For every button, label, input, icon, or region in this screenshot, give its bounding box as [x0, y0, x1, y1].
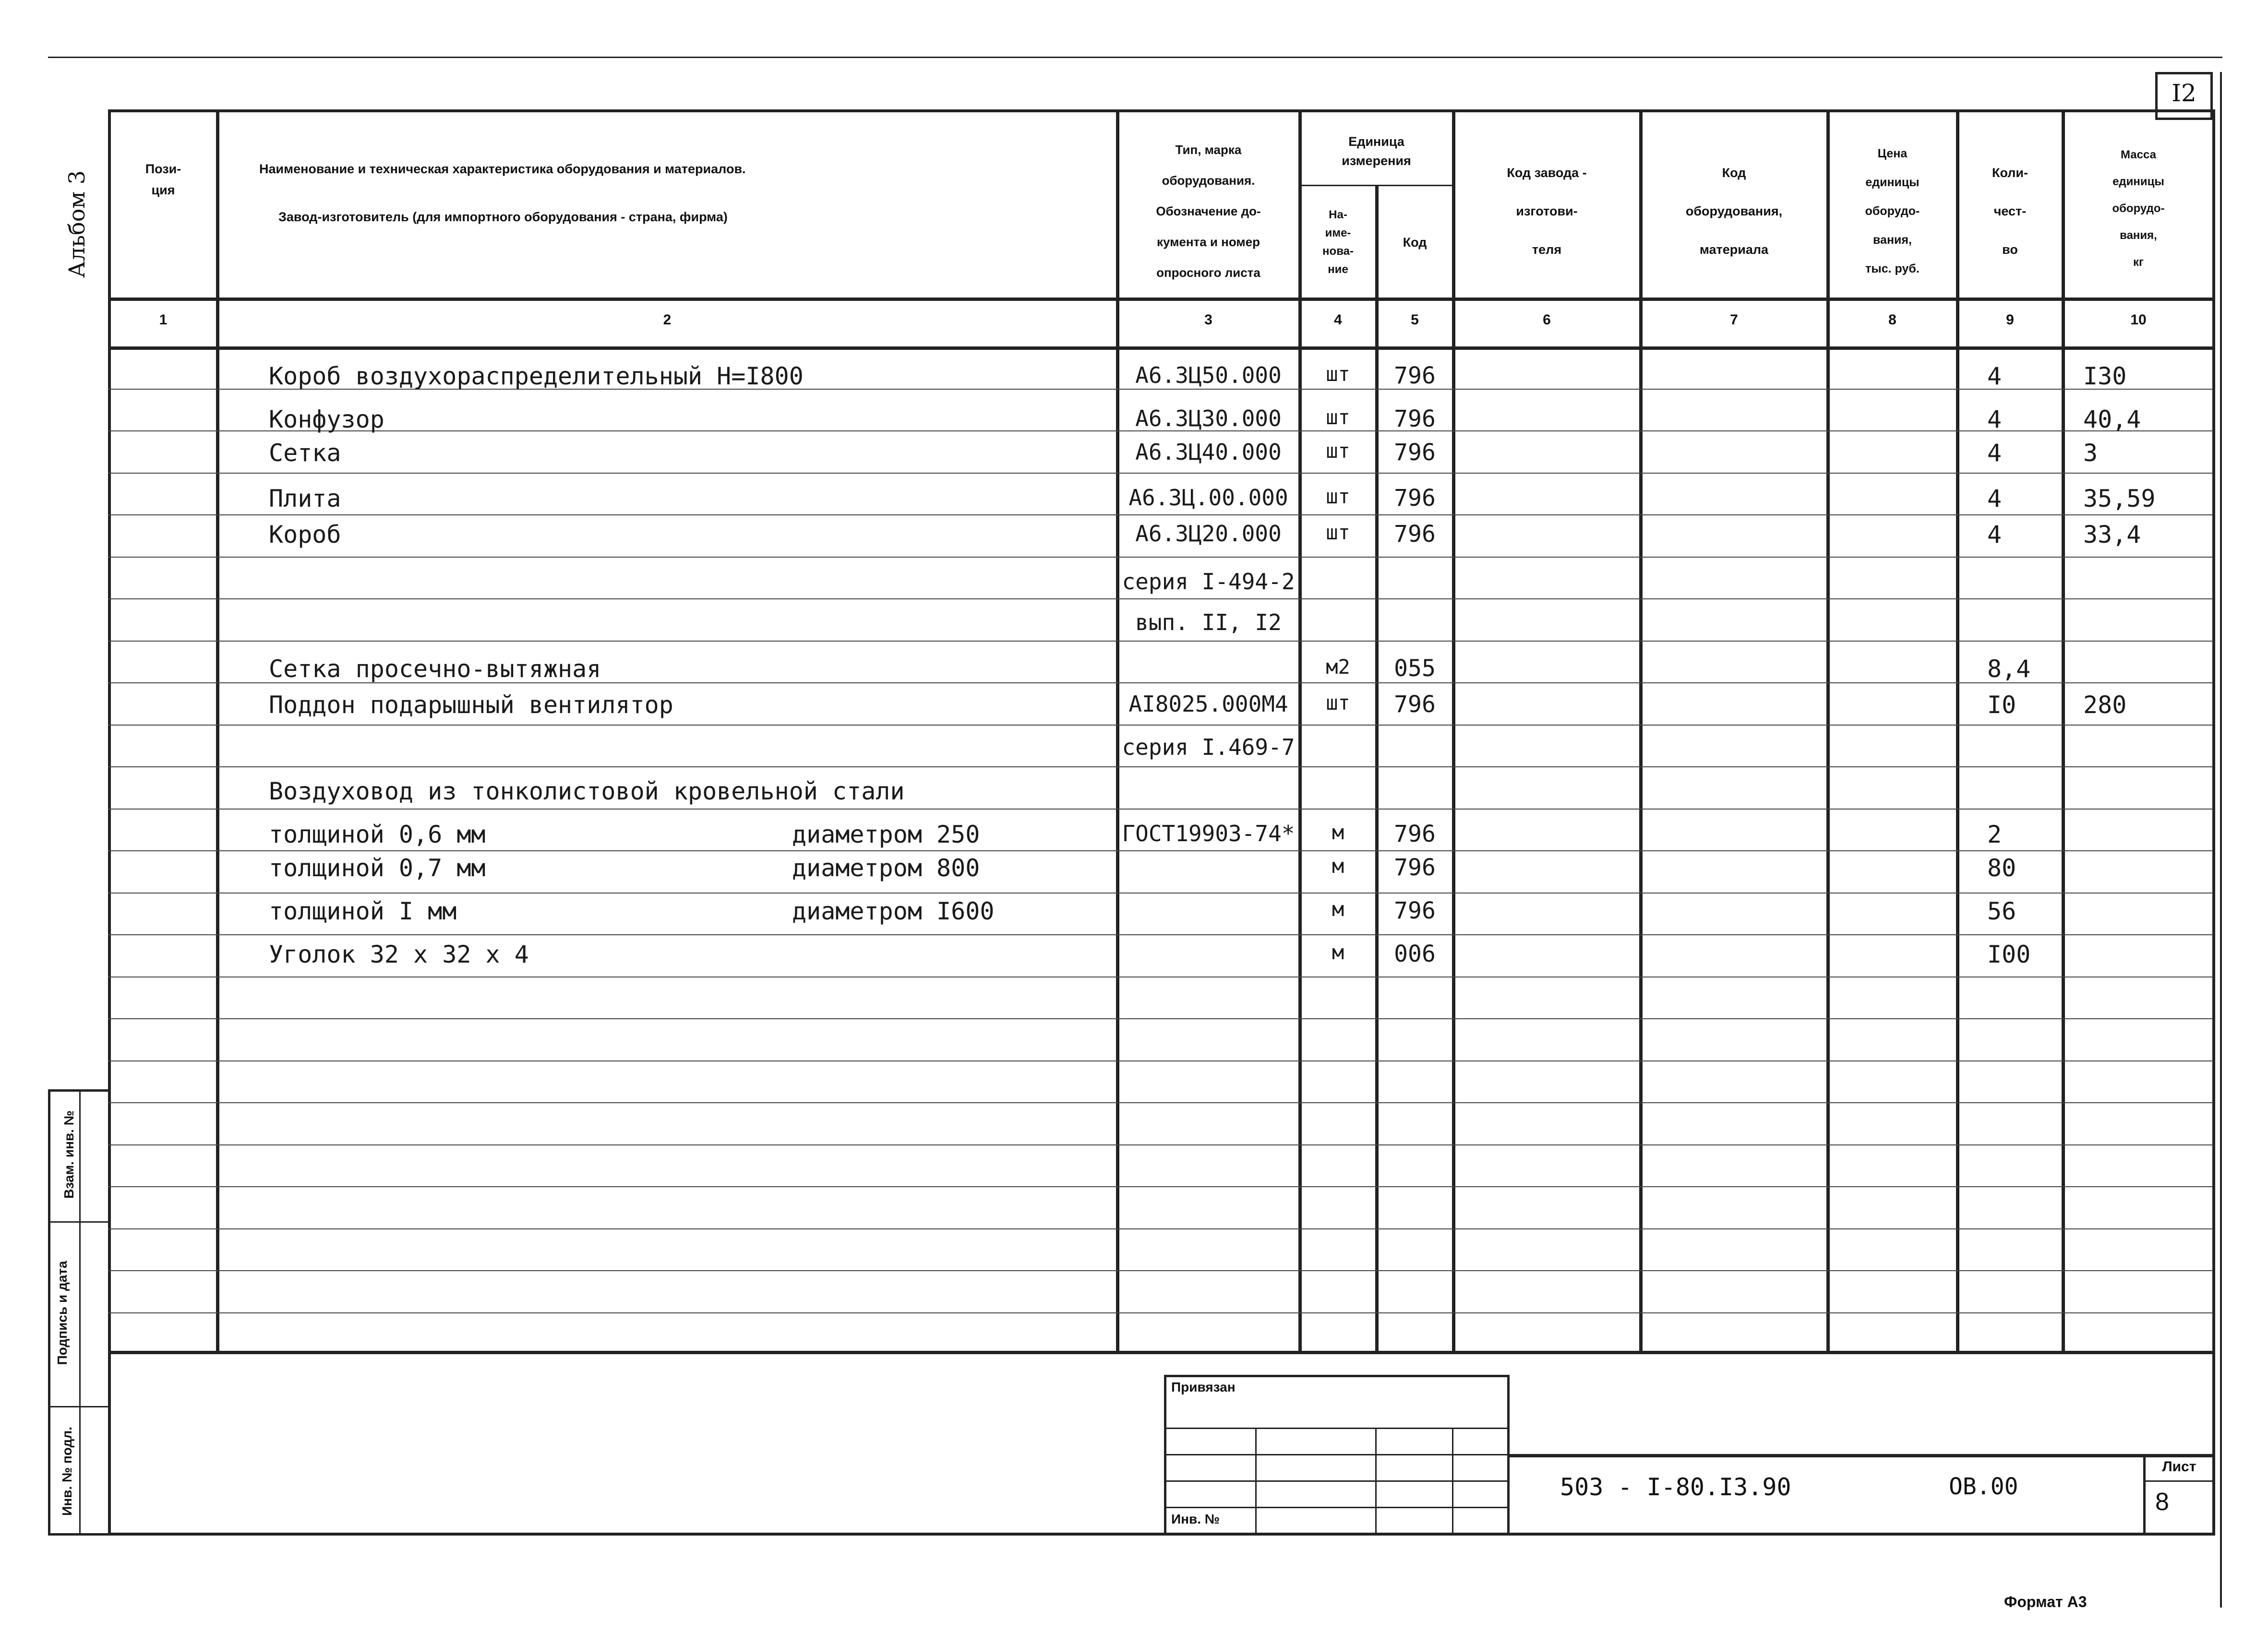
cell-name: Плита	[269, 485, 341, 512]
table-bottom-line	[108, 1351, 2213, 1354]
cell-name: толщиной I мм	[269, 897, 457, 925]
cell-unit-code: 796	[1394, 821, 1436, 847]
cell-type: серия I.469-7	[1122, 734, 1295, 760]
side-label-podpis: Подпись и дата	[55, 1261, 70, 1365]
cell-mass: 35,59	[2083, 485, 2156, 512]
header-type: Тип, марка оборудования. Обозначение до- кумента и номер опросного листа	[1156, 143, 1261, 280]
cell-name: Короб воздухораспределительный Н=I800	[269, 362, 804, 390]
stamp-vline-3	[1452, 1428, 1453, 1536]
row-line	[108, 934, 2213, 935]
stamp-privyazan-label: Привязан	[1171, 1380, 1236, 1394]
row-line	[108, 1144, 2213, 1145]
cell-unit-code: 796	[1394, 439, 1436, 466]
stamp-vline-1	[1255, 1428, 1257, 1536]
cell-diameter: диаметром 250	[792, 821, 980, 848]
cell-unit-code: 006	[1394, 941, 1436, 967]
side-label-inv: Инв. № подл.	[60, 1427, 74, 1516]
colnum-bottom-line	[108, 346, 2213, 350]
row-line	[108, 1186, 2213, 1187]
stamp-line-4	[1164, 1507, 1510, 1508]
cell-name: Уголок 32 х 32 х 4	[269, 941, 529, 968]
side-stamp-sep-2	[48, 1406, 110, 1407]
cell-diameter: диаметром I600	[792, 897, 995, 925]
cell-unit: шт	[1326, 439, 1350, 463]
sheet-label: Лист	[2162, 1459, 2196, 1475]
top-line	[48, 57, 2222, 58]
cell-mass: 3	[2083, 439, 2098, 467]
row-line	[108, 514, 2213, 515]
cell-unit-code: 796	[1394, 485, 1436, 512]
document-designation: 503 - I-80.I3.90	[1560, 1473, 1791, 1501]
cell-type: АI8025.000М4	[1128, 691, 1288, 717]
document-mark: ОВ.00	[1949, 1473, 2018, 1500]
stamp-line-3	[1164, 1480, 1510, 1482]
header-factory-code: Код завода - изготови- теля	[1507, 166, 1587, 257]
row-line	[108, 766, 2213, 767]
cell-mass: 280	[2083, 691, 2127, 719]
row-line	[108, 809, 2213, 810]
cell-quantity: 4	[1987, 362, 2002, 390]
header-unit-code: Код	[1403, 235, 1427, 250]
cell-diameter: диаметром 800	[792, 854, 980, 882]
stamp-line-1	[1164, 1428, 1510, 1429]
col-line-9	[2062, 109, 2065, 1352]
cell-name: толщиной 0,6 мм	[269, 821, 486, 848]
cell-unit: шт	[1326, 485, 1350, 508]
cell-quantity: 4	[1987, 439, 2002, 467]
side-label-vzam: Взам. инв. №	[61, 1110, 76, 1199]
stamp-vline-2	[1375, 1428, 1377, 1536]
cell-type: А6.3Ц30.000	[1135, 405, 1282, 431]
header-bottom-line	[108, 298, 2213, 301]
cell-type: серия I-494-2	[1122, 569, 1295, 595]
cell-type: ГОСТ19903-74*	[1122, 821, 1295, 846]
header-quantity: Коли- чест- во	[1992, 166, 2028, 257]
col-line-1	[216, 109, 219, 1352]
cell-name: толщиной 0,7 мм	[269, 854, 486, 882]
cell-unit: м	[1332, 821, 1344, 844]
cell-name: Воздуховод из тонколистовой кровельной стали	[269, 777, 905, 805]
cell-unit: м	[1332, 854, 1344, 878]
stamp-inv-label: Инв. №	[1171, 1512, 1220, 1526]
cell-name: Конфузор	[269, 405, 384, 433]
cell-type: А6.3Ц40.000	[1135, 439, 1282, 465]
cell-type: вып. II, I2	[1135, 609, 1282, 635]
cell-mass: I30	[2083, 362, 2127, 390]
side-stamp-divider	[79, 1089, 81, 1536]
right-edge-line	[2220, 72, 2222, 1608]
colnum-9: 9	[2006, 312, 2014, 328]
row-line	[108, 641, 2213, 642]
header-unit-name: На- име- нова- ние	[1322, 208, 1354, 276]
cell-quantity: 4	[1987, 521, 2002, 548]
row-line	[108, 1060, 2213, 1061]
side-stamp-sep-1	[48, 1221, 110, 1223]
cell-unit: шт	[1326, 362, 1350, 386]
cell-type: А6.3Ц50.000	[1135, 362, 1282, 388]
cell-unit-code: 055	[1394, 655, 1436, 682]
cell-type: А6.3Ц.00.000	[1128, 485, 1288, 511]
cell-unit-code: 796	[1394, 691, 1436, 718]
cell-unit-code: 796	[1394, 854, 1436, 881]
sheet-box-split	[2143, 1480, 2215, 1482]
cell-quantity: 4	[1987, 485, 2002, 512]
col-line-5	[1452, 109, 1455, 1352]
header-equipment-code: Код оборудования, материала	[1685, 166, 1783, 257]
cell-unit: м2	[1326, 655, 1350, 679]
cell-quantity: I00	[1987, 941, 2031, 968]
cell-unit-code: 796	[1394, 897, 1436, 924]
colnum-3: 3	[1204, 312, 1212, 328]
row-line	[108, 850, 2213, 851]
col-line-4	[1375, 185, 1379, 1352]
cell-unit-code: 796	[1394, 362, 1436, 389]
header-position: Пози- ция	[145, 162, 181, 197]
cell-quantity: 80	[1987, 854, 2016, 882]
colnum-2: 2	[663, 312, 672, 328]
format-label: Формат А3	[2004, 1593, 2087, 1610]
cell-name: Сетка	[269, 439, 341, 467]
row-line	[108, 1018, 2213, 1019]
cell-unit: шт	[1326, 405, 1350, 429]
header-unit: Единица измерения	[1342, 134, 1411, 168]
cell-name: Поддон подарышный вентилятор	[269, 691, 673, 719]
header-name-line1: Наименование и техническая характеристика оборудования и материалов.	[259, 162, 746, 176]
cell-quantity: 56	[1987, 897, 2016, 925]
col-line-3	[1298, 109, 1302, 1352]
header-name-line2: Завод-изготовитель (для импортного оборудования - страна, фирма)	[278, 210, 728, 224]
header-mass: Масса единицы оборудо- вания, кг	[2112, 148, 2165, 269]
sheet-number: 8	[2155, 1488, 2169, 1516]
row-line	[108, 557, 2213, 558]
colnum-5: 5	[1411, 312, 1419, 328]
cell-unit-code: 796	[1394, 521, 1436, 548]
stamp-line-2	[1164, 1454, 1510, 1455]
cell-unit: шт	[1326, 691, 1350, 715]
title-block-top	[1510, 1454, 2215, 1457]
colnum-8: 8	[1888, 312, 1896, 328]
row-line	[108, 473, 2213, 474]
cell-unit: шт	[1326, 521, 1350, 544]
colnum-6: 6	[1543, 312, 1551, 328]
row-line	[108, 725, 2213, 726]
cell-quantity: I0	[1987, 691, 2016, 719]
row-line	[108, 1312, 2213, 1313]
col-line-6	[1639, 109, 1643, 1352]
cell-mass: 40,4	[2083, 405, 2141, 433]
cell-mass: 33,4	[2083, 521, 2141, 548]
row-line	[108, 1228, 2213, 1229]
album-label: Альбом 3	[64, 170, 90, 278]
cell-unit-code: 796	[1394, 405, 1436, 432]
cell-unit: м	[1332, 897, 1344, 921]
cell-unit: м	[1332, 941, 1344, 964]
row-line	[108, 1102, 2213, 1103]
row-line	[108, 1270, 2213, 1271]
cell-quantity: 8,4	[1987, 655, 2031, 683]
top-sheet-number: I2	[2172, 79, 2196, 107]
col-line-8	[1956, 109, 1959, 1352]
colnum-10: 10	[2130, 312, 2147, 328]
cell-quantity: 4	[1987, 405, 2002, 433]
col-line-7	[1826, 109, 1830, 1352]
cell-name: Сетка просечно-вытяжная	[269, 655, 601, 683]
cell-name: Короб	[269, 521, 341, 548]
colnum-7: 7	[1730, 312, 1738, 328]
cell-quantity: 2	[1987, 821, 2002, 848]
header-price: Цена единицы оборудо- вания, тыс. руб.	[1865, 147, 1920, 275]
cell-type: А6.3Ц20.000	[1135, 521, 1282, 547]
colnum-4: 4	[1334, 312, 1342, 328]
colnum-1: 1	[159, 312, 168, 328]
row-line	[108, 598, 2213, 599]
col-line-2	[1116, 109, 1119, 1352]
